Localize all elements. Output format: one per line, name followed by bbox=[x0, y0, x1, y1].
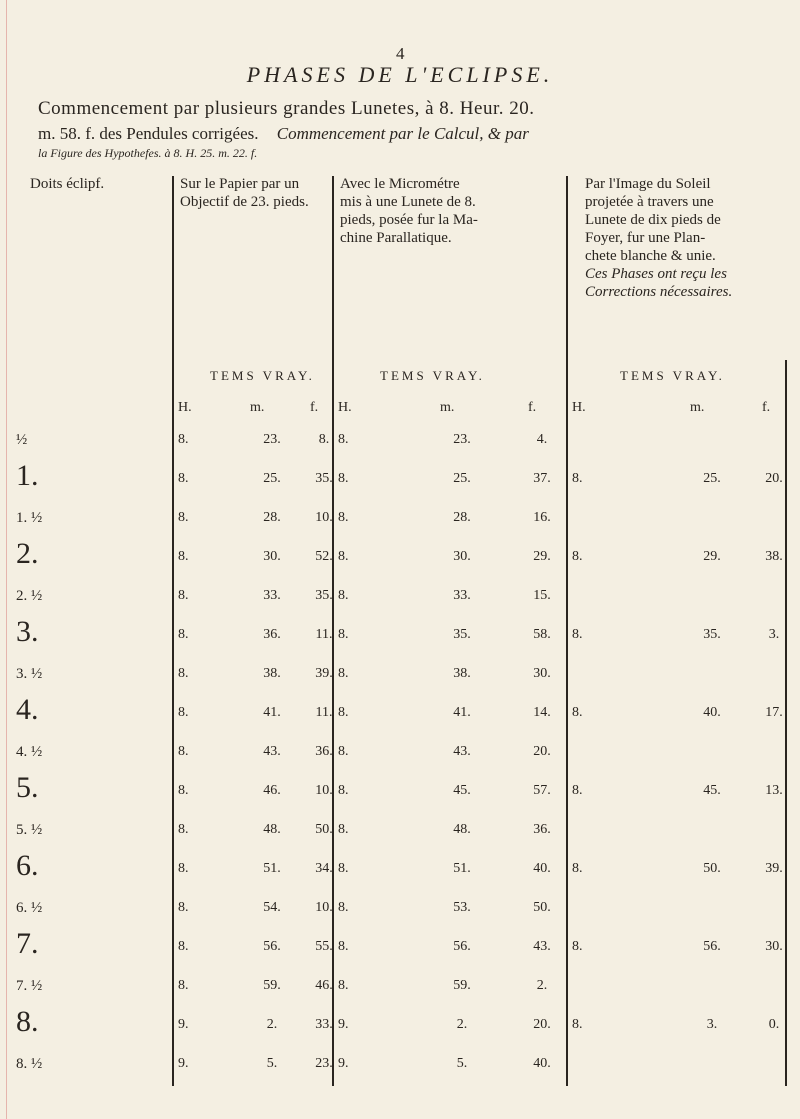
table-cell: 41. bbox=[263, 705, 281, 720]
table-cell: 8. bbox=[178, 978, 189, 993]
table-cell: 33. bbox=[453, 588, 471, 603]
table-cell: 10. bbox=[315, 510, 333, 525]
table-cell: 8. bbox=[178, 549, 189, 564]
row-label: 8. ½ bbox=[16, 1056, 43, 1072]
header-col2-line: chine Parallatique. bbox=[340, 230, 452, 246]
unit-minute: m. bbox=[250, 400, 265, 415]
table-cell: 35. bbox=[315, 471, 333, 486]
table-cell: 10. bbox=[315, 783, 333, 798]
table-cell: 23. bbox=[453, 432, 471, 447]
table-cell: 8. bbox=[178, 510, 189, 525]
row-label: 3. bbox=[16, 615, 39, 648]
table-cell: 28. bbox=[453, 510, 471, 525]
table-cell: 8. bbox=[572, 705, 583, 720]
table-cell: 8. bbox=[318, 432, 330, 447]
table-cell: 30. bbox=[263, 549, 281, 564]
table-cell: 30. bbox=[765, 939, 783, 954]
table-cell: 36. bbox=[315, 744, 333, 759]
table-cell: 46. bbox=[263, 783, 281, 798]
header-col2 bbox=[340, 175, 478, 247]
table-cell: 57. bbox=[533, 783, 551, 798]
table-cell: 8. bbox=[178, 627, 189, 642]
table-cell: 16. bbox=[533, 510, 551, 525]
table-cell: 38. bbox=[263, 666, 281, 681]
table-cell: 8. bbox=[338, 783, 349, 798]
table-cell: 8. bbox=[338, 627, 349, 642]
table-cell: 56. bbox=[703, 939, 721, 954]
table-cell: 34. bbox=[315, 861, 333, 876]
table-cell: 51. bbox=[453, 861, 471, 876]
table-cell: 30. bbox=[453, 549, 471, 564]
table-cell: 8. bbox=[338, 861, 349, 876]
table-cell: 8. bbox=[338, 471, 349, 486]
table-cell: 8. bbox=[338, 900, 349, 915]
table-cell: 14. bbox=[533, 705, 551, 720]
row-label: 3. ½ bbox=[16, 666, 43, 682]
table-cell: 15. bbox=[533, 588, 551, 603]
table-cell: 8. bbox=[572, 1017, 583, 1032]
header-col2-line: mis à une Lunete de 8. bbox=[340, 194, 476, 210]
table-cell: 8. bbox=[178, 939, 189, 954]
table-cell: 8. bbox=[338, 666, 349, 681]
table-cell: 59. bbox=[263, 978, 281, 993]
tems-vray-2: TEMS VRAY. bbox=[380, 368, 485, 383]
row-label: 7. bbox=[16, 927, 39, 960]
table-cell: 8. bbox=[338, 705, 349, 720]
table-cell: 48. bbox=[263, 822, 281, 837]
table-cell: 4. bbox=[536, 432, 548, 447]
table-cell: 38. bbox=[765, 549, 783, 564]
table-cell: 8. bbox=[178, 432, 189, 447]
table-cell: 11. bbox=[315, 627, 333, 642]
table-cell: 8. bbox=[338, 939, 349, 954]
row-label: 4. ½ bbox=[16, 744, 43, 760]
table-cell: 5. bbox=[266, 1056, 278, 1071]
table-cell: 36. bbox=[263, 627, 281, 642]
column-rule bbox=[172, 176, 174, 1086]
table-cell: 17. bbox=[765, 705, 783, 720]
table-cell: 40. bbox=[533, 1056, 551, 1071]
table-cell: 8. bbox=[572, 861, 583, 876]
table-cell: 8. bbox=[572, 549, 583, 564]
table-cell: 52. bbox=[315, 549, 333, 564]
table-cell: 13. bbox=[765, 783, 783, 798]
header-col2-line: pieds, posée fur la Ma- bbox=[340, 212, 478, 228]
table-cell: 50. bbox=[703, 861, 721, 876]
table-cell: 33. bbox=[263, 588, 281, 603]
table-cell: 8. bbox=[178, 861, 189, 876]
header-col1-line: Objectif de 23. pieds. bbox=[180, 194, 309, 210]
header-col3-note: Ces Phases ont reçu les bbox=[585, 266, 727, 282]
table-cell: 40. bbox=[533, 861, 551, 876]
table-cell: 8. bbox=[572, 939, 583, 954]
table-cell: 59. bbox=[453, 978, 471, 993]
table-cell: 8. bbox=[338, 744, 349, 759]
table-cell: 8. bbox=[178, 471, 189, 486]
table-cell: 37. bbox=[533, 471, 551, 486]
intro-line-2 bbox=[38, 124, 529, 144]
table-cell: 53. bbox=[453, 900, 471, 915]
row-label: 2. ½ bbox=[16, 588, 43, 604]
row-label: 7. ½ bbox=[16, 978, 43, 994]
table-cell: 8. bbox=[338, 588, 349, 603]
table-cell: 8. bbox=[572, 783, 583, 798]
header-col3 bbox=[585, 175, 732, 301]
table-cell: 20. bbox=[533, 744, 551, 759]
table-cell: 35. bbox=[315, 588, 333, 603]
tems-vray-3: TEMS VRAY. bbox=[620, 368, 725, 383]
table-cell: 56. bbox=[263, 939, 281, 954]
unit-second: f. bbox=[310, 400, 319, 415]
table-cell: 25. bbox=[263, 471, 281, 486]
row-label: 2. bbox=[16, 537, 39, 570]
table-cell: 8. bbox=[338, 432, 349, 447]
table-cell: 0. bbox=[768, 1017, 780, 1032]
table-cell: 25. bbox=[453, 471, 471, 486]
table-cell: 10. bbox=[315, 900, 333, 915]
table-cell: 28. bbox=[263, 510, 281, 525]
table-cell: 8. bbox=[572, 627, 583, 642]
table-cell: 46. bbox=[315, 978, 333, 993]
table-cell: 39. bbox=[765, 861, 783, 876]
table-cell: 2. bbox=[266, 1017, 278, 1032]
table-cell: 9. bbox=[338, 1056, 349, 1071]
intro-line-3: la Figure des Hypothefes. à 8. H. 25. m. 22. f. bbox=[38, 146, 258, 160]
table-cell: 2. bbox=[536, 978, 548, 993]
table-cell: 51. bbox=[263, 861, 281, 876]
row-label: 1. bbox=[16, 459, 39, 492]
table-cell: 8. bbox=[178, 588, 189, 603]
table-cell: 43. bbox=[533, 939, 551, 954]
table-cell: 20. bbox=[533, 1017, 551, 1032]
table-cell: 29. bbox=[703, 549, 721, 564]
table-cell: 8. bbox=[178, 783, 189, 798]
table-cell: 30. bbox=[533, 666, 551, 681]
row-label: 5. bbox=[16, 771, 39, 804]
table-cell: 2. bbox=[456, 1017, 468, 1032]
table-cell: 38. bbox=[453, 666, 471, 681]
table-cell: 5. bbox=[456, 1056, 468, 1071]
row-label: 1. ½ bbox=[16, 510, 43, 526]
header-col1-line: Sur le Papier par un bbox=[180, 176, 300, 192]
unit-hour: H. bbox=[572, 400, 586, 415]
header-col3-line: chete blanche & unie. bbox=[585, 248, 716, 264]
table-cell: 43. bbox=[453, 744, 471, 759]
intro-line-2b: Commencement par le Calcul, & par bbox=[276, 124, 529, 143]
table-cell: 8. bbox=[338, 549, 349, 564]
row-label: ½ bbox=[16, 432, 28, 448]
column-rule bbox=[566, 176, 568, 1086]
table-cell: 8. bbox=[338, 510, 349, 525]
table-cell: 23. bbox=[315, 1056, 333, 1071]
row-label: 8. bbox=[16, 1005, 39, 1038]
unit-second: f. bbox=[762, 400, 771, 415]
table-cell: 50. bbox=[315, 822, 333, 837]
unit-hour: H. bbox=[178, 400, 192, 415]
table-cell: 45. bbox=[703, 783, 721, 798]
table-cell: 41. bbox=[453, 705, 471, 720]
header-col3-note: Corrections nécessaires. bbox=[585, 284, 733, 300]
table-cell: 36. bbox=[533, 822, 551, 837]
table-cell: 20. bbox=[765, 471, 783, 486]
table-cell: 45. bbox=[453, 783, 471, 798]
table-cell: 58. bbox=[533, 627, 551, 642]
table-cell: 3. bbox=[768, 627, 780, 642]
unit-minute: m. bbox=[440, 400, 455, 415]
table-cell: 25. bbox=[703, 471, 721, 486]
intro-line-1: Commencement par plusieurs grandes Lunetes, à 8. Heur. 20. bbox=[38, 98, 535, 119]
table-cell: 39. bbox=[315, 666, 333, 681]
table-cell: 8. bbox=[178, 822, 189, 837]
table-cell: 8. bbox=[178, 666, 189, 681]
table-cell: 11. bbox=[315, 705, 333, 720]
table-cell: 8. bbox=[572, 471, 583, 486]
table-cell: 40. bbox=[703, 705, 721, 720]
header-col1 bbox=[180, 175, 309, 211]
page-edge-mark bbox=[6, 0, 7, 1119]
header-doits: Doits éclipf. bbox=[30, 176, 105, 192]
table-cell: 56. bbox=[453, 939, 471, 954]
unit-second: f. bbox=[528, 400, 537, 415]
row-label: 4. bbox=[16, 693, 39, 726]
row-label: 5. ½ bbox=[16, 822, 43, 838]
table-cell: 35. bbox=[453, 627, 471, 642]
header-col2-line: Avec le Micrométre bbox=[340, 176, 460, 192]
table-cell: 23. bbox=[263, 432, 281, 447]
table-cell: 29. bbox=[533, 549, 551, 564]
table-cell: 9. bbox=[178, 1017, 189, 1032]
unit-minute: m. bbox=[690, 400, 705, 415]
page-title: PHASES DE L'ECLIPSE. bbox=[246, 62, 554, 87]
table-cell: 8. bbox=[338, 822, 349, 837]
table-cell: 8. bbox=[178, 744, 189, 759]
table-cell: 35. bbox=[703, 627, 721, 642]
table-cell: 9. bbox=[338, 1017, 349, 1032]
header-col3-line: projetée à travers une bbox=[585, 194, 714, 210]
table-cell: 48. bbox=[453, 822, 471, 837]
table-cell: 43. bbox=[263, 744, 281, 759]
column-rule bbox=[785, 360, 787, 1086]
row-label: 6. bbox=[16, 849, 39, 882]
table-cell: 8. bbox=[178, 705, 189, 720]
table-cell: 54. bbox=[263, 900, 281, 915]
table-cell: 50. bbox=[533, 900, 551, 915]
intro-line-2a: m. 58. f. des Pendules corrigées. bbox=[38, 124, 259, 143]
table-cell: 9. bbox=[178, 1056, 189, 1071]
table-cell: 55. bbox=[315, 939, 333, 954]
table-cell: 8. bbox=[338, 978, 349, 993]
table-cell: 3. bbox=[706, 1017, 718, 1032]
tems-vray-1: TEMS VRAY. bbox=[210, 368, 315, 383]
table-cell: 33. bbox=[315, 1017, 333, 1032]
unit-hour: H. bbox=[338, 400, 352, 415]
page-number: 4 bbox=[396, 44, 405, 63]
header-col3-line: Foyer, fur une Plan- bbox=[585, 230, 706, 246]
table-cell: 8. bbox=[178, 900, 189, 915]
header-col3-line: Lunete de dix pieds de bbox=[585, 212, 721, 228]
row-label: 6. ½ bbox=[16, 900, 43, 916]
header-col3-line: Par l'Image du Soleil bbox=[585, 176, 711, 192]
